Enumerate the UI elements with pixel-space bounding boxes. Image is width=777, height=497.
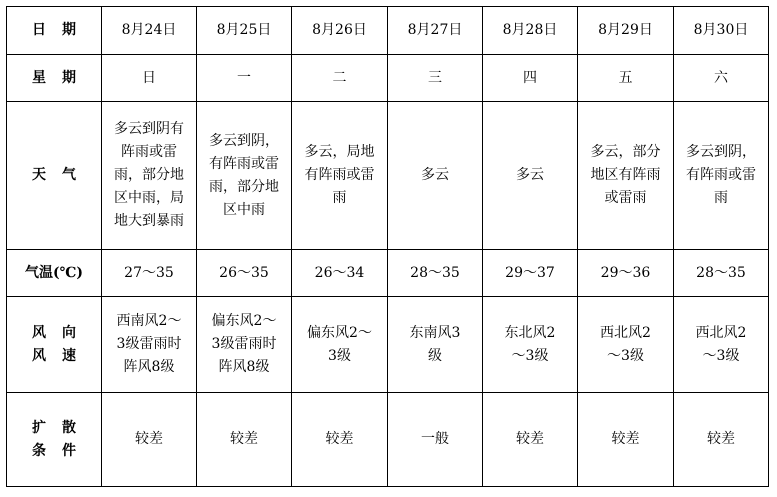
weather-cell (102, 102, 197, 250)
diffusion-cell: 较差 (578, 393, 674, 487)
diffusion-cell: 较差 (483, 393, 578, 487)
wind-text: 偏东风2～3级 (307, 324, 372, 364)
date-cell: 8月28日 (483, 7, 578, 55)
temperature-cell: 27～35 (102, 250, 197, 297)
date-cell: 8月27日 (388, 7, 483, 55)
diffusion-cell: 较差 (674, 393, 769, 487)
wind-text: 偏东风2～3级雷雨时阵风8级 (211, 313, 277, 375)
date-row (7, 7, 769, 55)
wind-cell (578, 297, 674, 393)
temperature-cell: 29～37 (483, 250, 578, 297)
weekday-cell: 日 (102, 55, 197, 102)
weather-forecast-table (6, 6, 769, 487)
temperature-cell: 29～36 (578, 250, 674, 297)
date-cell: 8月24日 (102, 7, 197, 55)
wind-cell (102, 297, 197, 393)
weekday-row (7, 55, 769, 102)
weekday-row-header (7, 55, 102, 102)
temperature-header-label: 气温(℃) (24, 264, 84, 281)
conditions-header-label: 条件 (32, 442, 92, 459)
wind-direction-header-label: 风向 (32, 324, 92, 341)
diffusion-cell: 较差 (102, 393, 197, 487)
weather-text: 多云 (516, 167, 544, 183)
wind-row (7, 297, 769, 393)
date-row-header (7, 7, 102, 55)
wind-cell (483, 297, 578, 393)
weather-text: 多云到阴，有阵雨或雷雨，部分地区中雨 (209, 132, 279, 218)
temperature-cell: 26～35 (197, 250, 292, 297)
temperature-cell: 26～34 (292, 250, 388, 297)
weekday-cell: 二 (292, 55, 388, 102)
weather-text: 多云到阴有阵雨或雷雨，部分地区中雨，局地大到暴雨 (114, 121, 184, 229)
weather-cell (197, 102, 292, 250)
date-header-label: 日期 (32, 22, 92, 38)
diffusion-header-label: 扩散 (32, 419, 92, 436)
wind-cell (292, 297, 388, 393)
weekday-cell: 四 (483, 55, 578, 102)
wind-text: 东南风3级 (409, 324, 461, 364)
weather-cell (292, 102, 388, 250)
temperature-row-header (7, 250, 102, 297)
diffusion-cell: 一般 (388, 393, 483, 487)
date-cell: 8月29日 (578, 7, 674, 55)
temperature-row (7, 250, 769, 297)
weekday-cell: 一 (197, 55, 292, 102)
weather-row (7, 102, 769, 250)
wind-text: 西南风2～3级雷雨时阵风8级 (116, 313, 182, 375)
wind-row-header (7, 297, 102, 393)
weather-text: 多云，部分地区有阵雨或雷雨 (590, 144, 661, 206)
weekday-cell: 五 (578, 55, 674, 102)
weather-text: 多云 (421, 167, 449, 183)
temperature-cell: 28～35 (388, 250, 483, 297)
wind-speed-header-label: 风速 (32, 347, 92, 364)
weekday-cell: 六 (674, 55, 769, 102)
weather-text: 多云，局地有阵雨或雷雨 (304, 144, 375, 206)
temperature-cell: 28～35 (674, 250, 769, 297)
weekday-cell: 三 (388, 55, 483, 102)
weather-cell (388, 102, 483, 250)
weather-cell (483, 102, 578, 250)
weather-row-header (7, 102, 102, 250)
wind-cell (197, 297, 292, 393)
weather-text: 多云到阴，有阵雨或雷雨 (686, 144, 756, 206)
diffusion-row-header (7, 393, 102, 487)
wind-cell (674, 297, 769, 393)
weather-cell (674, 102, 769, 250)
weather-cell (578, 102, 674, 250)
wind-text: 东北风2～3级 (504, 324, 556, 364)
wind-text: 西北风2～3级 (600, 324, 651, 364)
diffusion-cell: 较差 (292, 393, 388, 487)
weekday-header-label: 星期 (32, 69, 92, 86)
date-cell: 8月25日 (197, 7, 292, 55)
diffusion-row (7, 393, 769, 487)
wind-cell (388, 297, 483, 393)
date-cell: 8月30日 (674, 7, 769, 55)
date-cell: 8月26日 (292, 7, 388, 55)
wind-text: 西北风2～3级 (695, 324, 747, 364)
diffusion-cell: 较差 (197, 393, 292, 487)
weather-header-label: 天气 (32, 167, 92, 183)
